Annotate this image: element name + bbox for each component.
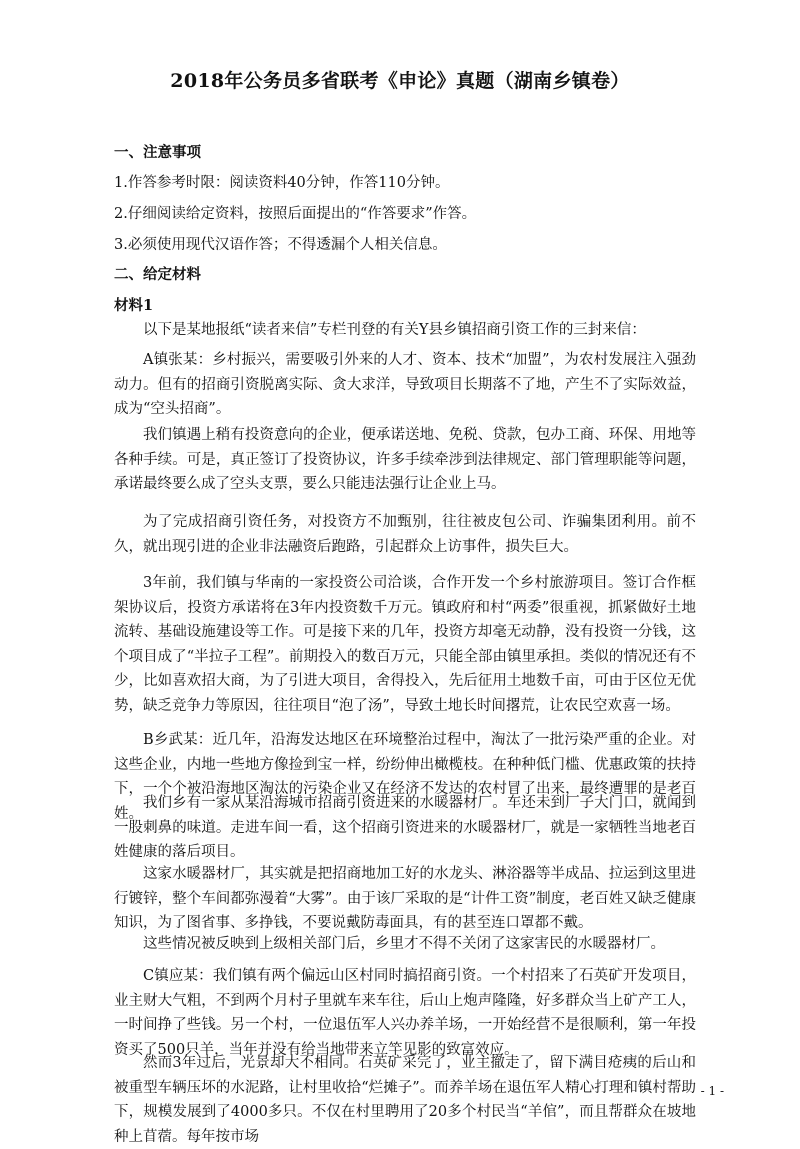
- material-heading: 材料1: [114, 297, 154, 314]
- note-item-1: 1.作答参考时限：阅读资料40分钟，作答110分钟。: [114, 175, 450, 191]
- note-item-3: 3.必须使用现代汉语作答；不得透漏个人相关信息。: [114, 237, 447, 253]
- page-title: 2018年公务员多省联考《申论》真题（湖南乡镇卷）: [170, 70, 630, 92]
- paragraph-a-promises: 我们镇遇上稍有投资意向的企业，便承诺送地、免税、贷款，包办工商、环保、用地等各种手续。可是，真正签订了投资协议，许多手续牵涉到法律规定、部门管理职能等问题，承诺最终要么成了空头支票，要么只能违法强行让企业上马。: [114, 427, 696, 492]
- paragraph-b-closure: 这些情况被反映到上级相关部门后，乡里才不得不关闭了这家害民的水暖器材厂。: [143, 936, 665, 952]
- paragraph-b-plating: 这家水暖器材厂，其实就是把招商地加工好的水龙头、淋浴器等半成品、拉运到这里进行镀锌，整个车间都弥漫着“大雾”。由于该厂采取的是“计件工资”制度，老百姓又缺乏健康知识，为了图省事、多挣钱，不要说戴防毒面具，有的甚至连口罩都不戴。: [114, 866, 696, 931]
- paragraph-b-letter: B乡武某：近几年，沿海发达地区在环境整治过程中，淘汰了一批污染严重的企业。对这些企业，内地一些地方像捡到宝一样，纷纷伸出橄榄枝。在种种低门槛、优惠政策的扶持下，一个个被沿海地区淘汰的污染企业又在经济不发达的农村冒了出来，最终遭罪的是老百姓。: [114, 732, 696, 822]
- section-heading-materials: 二、给定材料: [114, 266, 201, 283]
- paragraph-a-tourism: 3年前，我们镇与华南的一家投资公司洽谈，合作开发一个乡村旅游项目。签订合作框架协议后，投资方承诺将在3年内投资数千万元。镇政府和村“两委”很重视，抓紧做好土地流转、基础设施建设等工作。可是接下来的几年，投资方却毫无动静，没有投资一分钱，这个项目成了“半拉子工程”。前期投入的数百万元，只能全部由镇里承担。类似的情况还有不少，比如喜欢招大商，为了引进大项目，舍得投入，先后征用土地数千亩，可由于区位无优势，缺乏竞争力等原因，往往项目“泡了汤”，导致土地长时间撂荒，让农民空欢喜一场。: [114, 575, 696, 714]
- paragraph-intro: 以下是某地报纸“读者来信”专栏刊登的有关Y县乡镇招商引资工作的三封来信：: [143, 322, 646, 338]
- note-item-2: 2.仔细阅读给定资料，按照后面提出的“作答要求”作答。: [114, 206, 477, 222]
- section-heading-notes: 一、注意事项: [114, 144, 201, 161]
- paragraph-b-factory: 我们乡有一家从某沿海城市招商引资进来的水暖器材厂。车还未到厂子大门口，就闻到一股刺鼻的味道。走进车间一看，这个招商引资进来的水暖器材厂，就是一家牺牲当地老百姓健康的落后项目。: [114, 795, 696, 860]
- paragraph-a-letter: A镇张某：乡村振兴，需要吸引外来的人才、资本、技术“加盟”，为农村发展注入强劲动力。但有的招商引资脱离实际、贪大求洋，导致项目长期落不了地，产生不了实际效益，成为“空头招商”。: [114, 352, 696, 417]
- paragraph-a-fraud: 为了完成招商引资任务，对投资方不加甄别，往往被皮包公司、诈骗集团利用。前不久，就出现引进的企业非法融资后跑路，引起群众上访事件，损失巨大。: [114, 514, 696, 555]
- page-number: - 1 -: [700, 1084, 724, 1098]
- paragraph-c-outcome: 然而3年过后，光景却大不相同。石英矿采完了，业主撤走了，留下满目疮痍的后山和被重型车辆压坏的水泥路，让村里收拾“烂摊子”。而养羊场在退伍军人精心打理和镇村帮助下，规模发展到了4000多只。不仅在村里聘用了20多个村民当“羊倌”，而且帮群众在坡地种上苜蓿。每年按市场: [114, 1055, 696, 1145]
- paragraph-c-letter: C镇应某：我们镇有两个偏远山区村同时搞招商引资。一个村招来了石英矿开发项目，业主财大气粗，不到两个月村子里就车来车往，后山上炮声隆隆，好多群众当上矿产工人，一时间挣了些钱。另一个村，一位退伍军人兴办养羊场，一开始经营不是很顺利，第一年投资买了500只羊，当年并没有给当地带来立竿见影的致富效应。: [114, 968, 696, 1058]
